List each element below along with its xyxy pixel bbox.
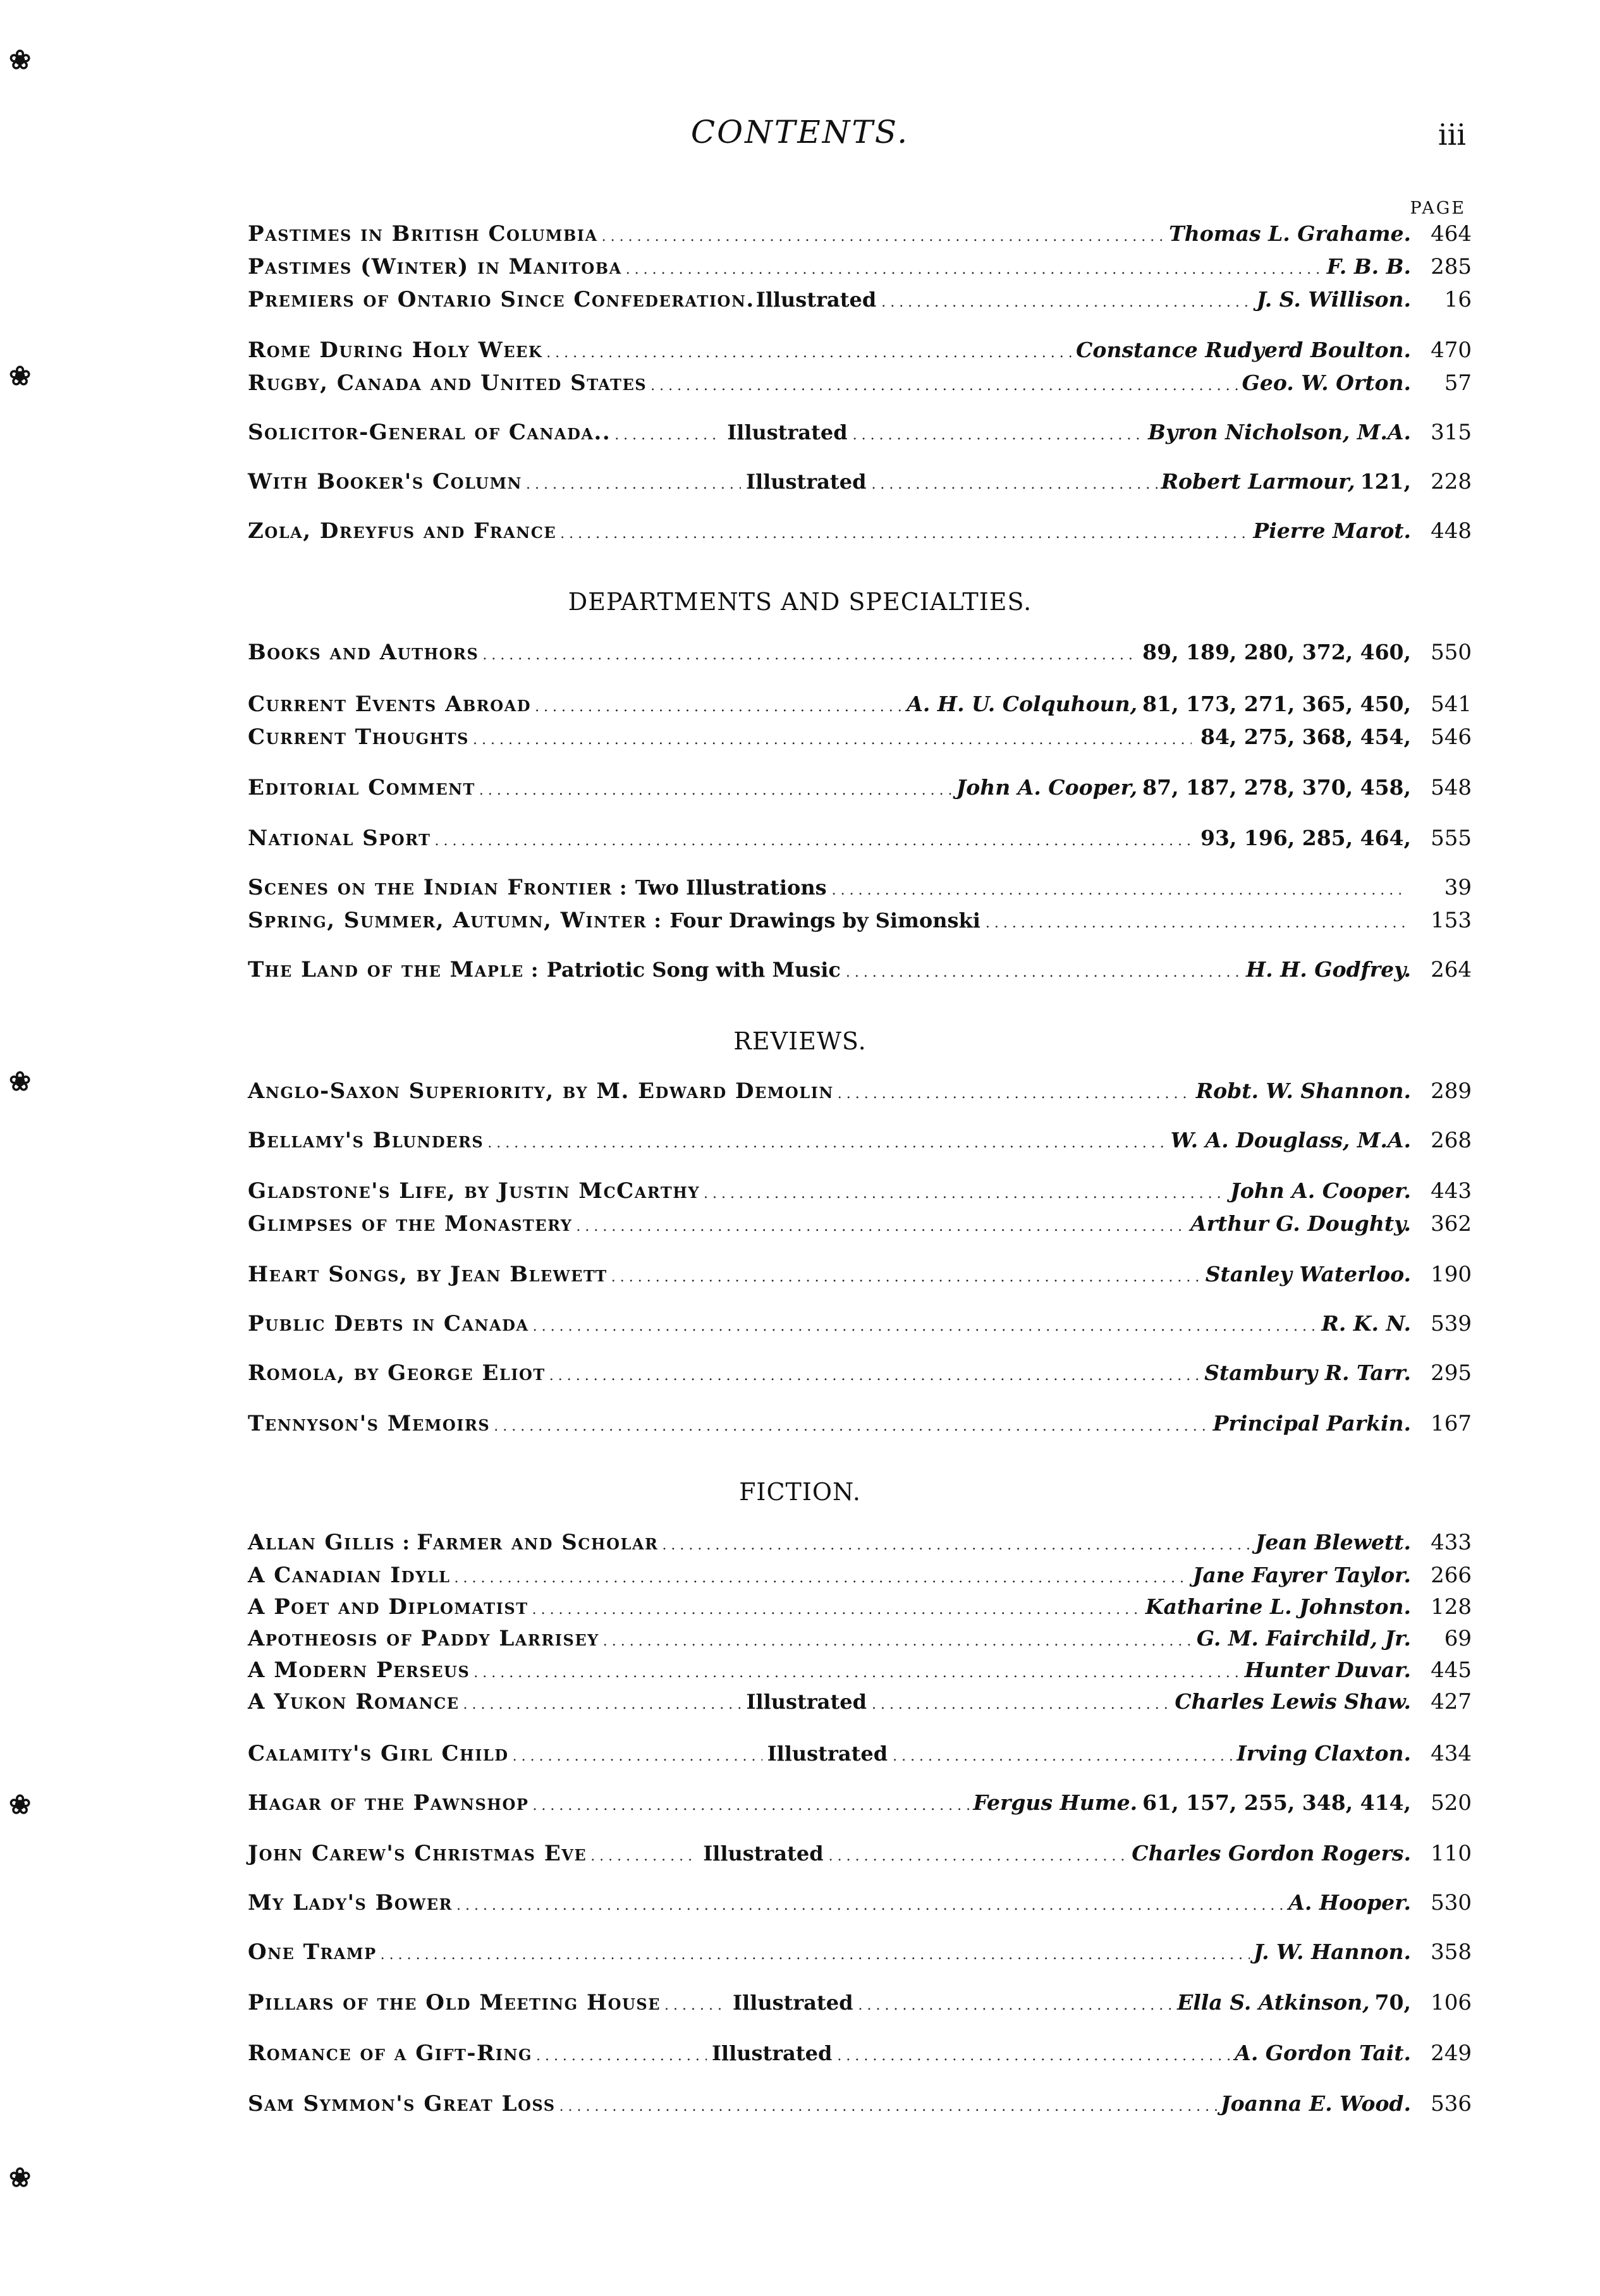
entry-subtitle: Two Illustrations [635,876,827,900]
dot-leader [858,1998,1173,2013]
dot-leader [546,345,1072,361]
entry-title: Bellamy's Blunders [248,1128,484,1153]
entry-author: John A. Cooper, [956,775,1138,800]
dot-leader [986,915,1407,931]
entry-subtitle: Farmer and Scholar [417,1530,659,1555]
dot-leader [513,1749,762,1764]
entry-author: J. S. Willison. [1256,287,1411,312]
entry-title: A Poet and Diplomatist [248,1594,528,1620]
entry-title: John Carew's Christmas Eve [248,1841,587,1866]
entry-title: Current Events Abroad [248,692,532,717]
entry-title: My Lady's Bower [248,1890,453,1915]
page-title: CONTENTS. [690,114,910,150]
entry-author: A. H. U. Colquhoun, [907,692,1138,716]
dot-leader [549,1368,1200,1384]
entry-page: 536 [1431,2091,1472,2116]
binding-mark-icon: ❀ [9,44,32,75]
dot-leader [381,1947,1250,1963]
dot-leader [846,965,1242,980]
entry-page: 266 [1431,1563,1472,1588]
entry-page: 69 [1444,1626,1472,1651]
toc-entry[interactable] [248,724,1472,757]
toc-entry[interactable] [248,518,1472,551]
entry-title: A Canadian Idyll [248,1563,451,1588]
entry-page: 555 [1431,826,1472,851]
dot-leader [872,1697,1171,1713]
entry-page-list: 81, 173, 271, 365, 450, [1142,692,1411,716]
entry-page: 448 [1431,518,1472,544]
dot-leader [881,295,1252,310]
toc-entry[interactable] [248,1939,1472,1972]
dot-leader [837,2048,1231,2064]
entry-author: Katharine L. Johnston. [1145,1594,1411,1619]
dot-leader [611,1269,1202,1285]
toc-entry[interactable] [248,1626,1472,1659]
entry-title: Heart Songs, by Jean Blewett [248,1262,608,1287]
entry-author: Irving Claxton. [1237,1741,1411,1766]
entry-separator: : [647,908,669,932]
binding-mark-icon: ❀ [9,2162,32,2193]
entry-title: Romola, by George Eliot [248,1360,546,1386]
dot-leader [893,1749,1233,1764]
dot-leader [829,1848,1128,1864]
entry-title: Books and Authors [248,640,479,665]
entry-title: One Tramp [248,1939,377,1965]
entry-title: Current Thoughts [248,724,469,750]
entry-page: 110 [1431,1841,1472,1866]
entry-page-list: 93, 196, 285, 464, [1200,826,1411,850]
entry-author: Jean Blewett. [1255,1530,1411,1554]
entry-subtitle: Patriotic Song with Music [546,958,841,982]
entry-illustrated: Illustrated [703,1841,824,1866]
entry-title: With Booker's Column [248,469,522,494]
dot-leader [533,1319,1318,1334]
toc-entry[interactable] [248,875,1472,908]
entry-title: Spring, Summer, Autumn, Winter [248,908,647,933]
entry-title: The Land of the Maple [248,957,524,982]
entry-title: Allan Gillis [248,1530,396,1555]
section-heading-fiction: FICTION. [739,1478,861,1506]
toc-entry[interactable] [248,1411,1472,1444]
dot-leader [871,477,1157,492]
entry-title: Public Debts in Canada [248,1311,529,1336]
entry-title: Gladstone's Life, by Justin McCarthy [248,1178,700,1204]
entry-title: A Modern Perseus [248,1658,470,1683]
entry-author: A. Hooper. [1288,1890,1411,1915]
entry-page-list: 87, 187, 278, 370, 458, [1142,775,1411,800]
entry-author: Charles Lewis Shaw. [1175,1689,1411,1714]
toc-entry[interactable] [248,1658,1472,1690]
entry-author: Jane Fayrer Taylor. [1192,1563,1411,1587]
entry-author: Joanna E. Wood. [1221,2091,1411,2116]
toc-entry[interactable] [248,2041,1472,2073]
entry-title: Editorial Comment [248,775,475,800]
entry-page: 443 [1431,1178,1472,1204]
toc-entry[interactable] [248,1311,1472,1344]
entry-author: Robt. W. Shannon. [1195,1078,1411,1103]
entry-illustrated: Illustrated [711,2041,833,2065]
entry-page: 362 [1431,1211,1472,1237]
entry-title: Pillars of the Old Meeting House [248,1990,661,2015]
toc-entry[interactable] [248,370,1472,403]
toc-entry[interactable] [248,1790,1472,1823]
entry-page: 264 [1431,957,1472,982]
toc-entry[interactable] [248,1741,1472,1774]
entry-subtitle: Four Drawings by Simonski [669,908,980,932]
entry-author: Pierre Marot. [1253,518,1411,543]
entry-title: Sam Symmon's Great Loss [248,2091,556,2116]
toc-entry[interactable] [248,692,1472,724]
entry-page: 295 [1431,1360,1472,1386]
section-heading-reviews: REVIEWS. [733,1027,867,1055]
entry-page: 548 [1431,775,1472,800]
entry-author: G. M. Fairchild, Jr. [1196,1626,1411,1651]
entry-author: Geo. W. Orton. [1242,370,1411,395]
entry-author: Stambury R. Tarr. [1204,1360,1411,1385]
entry-title: Premiers of Ontario Since Confederation. [248,287,755,312]
dot-leader [838,1086,1192,1102]
dot-leader [614,427,722,443]
toc-entry[interactable] [248,1262,1472,1295]
entry-title: Pastimes in British Columbia [248,221,598,247]
entry-author: Ella S. Atkinson, [1177,1990,1370,2015]
dot-leader [479,783,953,798]
dot-leader [532,1798,969,1814]
entry-page: 268 [1431,1128,1472,1153]
toc-entry[interactable] [248,1530,1472,1563]
dot-leader [473,732,1192,748]
entry-author: Thomas L. Grahame. [1169,221,1411,246]
entry-separator: : [523,958,546,982]
dot-leader [603,1633,1193,1649]
entry-page: 57 [1444,370,1472,396]
entry-separator: : [395,1530,417,1554]
entry-title: Anglo-Saxon Superiority, by M. Edward Demolin [248,1078,834,1104]
entry-title: Tennyson's Memoirs [248,1411,491,1436]
entry-title: A Yukon Romance [248,1689,460,1714]
dot-leader [662,1537,1251,1553]
toc-entry[interactable] [248,2091,1472,2124]
entry-illustrated: Illustrated [733,1991,853,2015]
entry-title: National Sport [248,826,431,851]
toc-entry[interactable] [248,957,1472,990]
entry-author: Charles Gordon Rogers. [1132,1841,1411,1866]
entry-author: Byron Nicholson, M.A. [1148,420,1411,444]
entry-page: 464 [1431,221,1472,247]
toc-entry[interactable] [248,1078,1472,1111]
dot-leader [560,526,1249,542]
entry-author: Robert Larmour, [1161,469,1355,494]
entry-page-list: 61, 157, 255, 348, 414, [1142,1790,1411,1815]
entry-page: 106 [1431,1990,1472,2015]
entry-page: 539 [1431,1311,1472,1336]
entry-page: 190 [1431,1262,1472,1287]
dot-leader [455,1570,1189,1586]
dot-leader [664,1998,728,2013]
entry-page: 358 [1431,1939,1472,1965]
entry-author: Arthur G. Doughty. [1190,1211,1411,1236]
entry-title: Pastimes (Winter) in Manitoba [248,254,622,279]
dot-leader [456,1898,1285,1914]
toc-entry[interactable] [248,640,1472,673]
entry-page-list: 89, 189, 280, 372, 460, [1142,640,1411,664]
dot-leader [650,378,1238,394]
entry-separator: : [612,876,634,900]
entry-page: 530 [1431,1890,1472,1915]
page-number: iii [1438,118,1466,152]
dot-leader [536,2048,707,2064]
page-column-label: PAGE [1410,198,1466,218]
entry-page: 39 [1444,875,1472,900]
binding-mark-icon: ❀ [9,1066,32,1097]
entry-illustrated: Illustrated [727,420,848,444]
entry-author: John A. Cooper. [1230,1178,1411,1203]
entry-page-list: 84, 275, 368, 454, [1200,724,1411,749]
entry-author: H. H. Godfrey. [1245,957,1411,982]
entry-title: Scenes on the Indian Frontier [248,875,613,900]
entry-title: Glimpses of the Monastery [248,1211,573,1237]
entry-author: Principal Parkin. [1212,1411,1411,1436]
entry-title: Rugby, Canada and United States [248,370,647,396]
toc-entry[interactable] [248,826,1472,858]
toc-entry[interactable] [248,1178,1472,1211]
entry-page-list: 121, [1360,469,1411,494]
toc-entry[interactable] [248,1990,1472,2023]
dot-leader [853,427,1144,443]
entry-page: 128 [1431,1594,1472,1620]
dot-leader [704,1186,1226,1202]
dot-leader [526,477,741,492]
entry-page: 445 [1431,1658,1472,1683]
dot-leader [435,833,1192,849]
binding-mark-icon: ❀ [9,1789,32,1820]
entry-page: 16 [1444,287,1472,312]
toc-entry[interactable] [248,1594,1472,1627]
dot-leader [473,1665,1240,1681]
entry-page-list: 70, [1374,1990,1411,2015]
entry-author: J. W. Hannon. [1254,1939,1411,1964]
dot-leader [626,262,1323,278]
entry-page: 427 [1431,1689,1472,1714]
entry-author: Stanley Waterloo. [1205,1262,1411,1286]
entry-page: 167 [1431,1411,1472,1436]
toc-entry[interactable] [248,254,1472,287]
entry-author: F. B. B. [1326,254,1411,279]
entry-page: 153 [1431,908,1472,933]
dot-leader [532,1602,1142,1618]
entry-title: Apotheosis of Paddy Larrisey [248,1626,599,1651]
entry-title: Hagar of the Pawnshop [248,1790,529,1816]
toc-entry[interactable] [248,287,1472,320]
entry-illustrated: Illustrated [755,288,877,312]
entry-author: Hunter Duvar. [1244,1658,1411,1682]
entry-page: 228 [1431,469,1472,494]
toc-entry[interactable] [248,338,1472,370]
entry-title: Solicitor-General of Canada.. [248,420,611,445]
binding-mark-icon: ❀ [9,360,32,391]
entry-illustrated: Illustrated [767,1742,888,1766]
dot-leader [576,1219,1187,1235]
dot-leader [482,647,1133,663]
section-heading-departments: DEPARTMENTS AND SPECIALTIES. [568,588,1032,616]
toc-entry[interactable] [248,1360,1472,1393]
entry-page: 315 [1431,420,1472,445]
entry-title: Calamity's Girl Child [248,1741,509,1766]
entry-title: Romance of a Gift-Ring [248,2041,532,2066]
entry-page: 249 [1431,2041,1472,2066]
entry-author: R. K. N. [1321,1311,1411,1336]
toc-entry[interactable] [248,420,1472,453]
dot-leader [832,882,1407,898]
entry-page: 550 [1431,640,1472,665]
entry-title: Rome During Holy Week [248,338,543,363]
toc-entry[interactable] [248,908,1472,941]
toc-entry[interactable] [248,1128,1472,1161]
entry-page: 520 [1431,1790,1472,1816]
entry-page: 546 [1431,724,1472,750]
entry-author: A. Gordon Tait. [1235,2041,1411,2065]
toc-entry[interactable] [248,469,1472,502]
toc-entry[interactable] [248,1211,1472,1244]
toc-entry[interactable] [248,1563,1472,1596]
entry-title: Zola, Dreyfus and France [248,518,557,544]
entry-page: 285 [1431,254,1472,279]
dot-leader [463,1697,742,1713]
entry-page: 541 [1431,692,1472,717]
toc-entry[interactable] [248,1689,1472,1722]
toc-entry[interactable] [248,1841,1472,1874]
dot-leader [590,1848,698,1864]
toc-entry[interactable] [248,1890,1472,1923]
entry-page: 434 [1431,1741,1472,1766]
entry-author: Fergus Hume. [973,1790,1138,1815]
entry-page: 470 [1431,338,1472,363]
dot-leader [559,2099,1217,2115]
dot-leader [487,1135,1166,1151]
dot-leader [535,699,903,715]
entry-author: Constance Rudyerd Boulton. [1076,338,1411,362]
dot-leader [602,229,1166,245]
entry-author: W. A. Douglass, M.A. [1170,1128,1411,1152]
entry-illustrated: Illustrated [745,470,867,494]
dot-leader [494,1419,1209,1434]
entry-illustrated: Illustrated [746,1690,867,1714]
toc-entry[interactable] [248,221,1472,254]
entry-page: 433 [1431,1530,1472,1555]
toc-entry[interactable] [248,775,1472,808]
entry-page: 289 [1431,1078,1472,1104]
